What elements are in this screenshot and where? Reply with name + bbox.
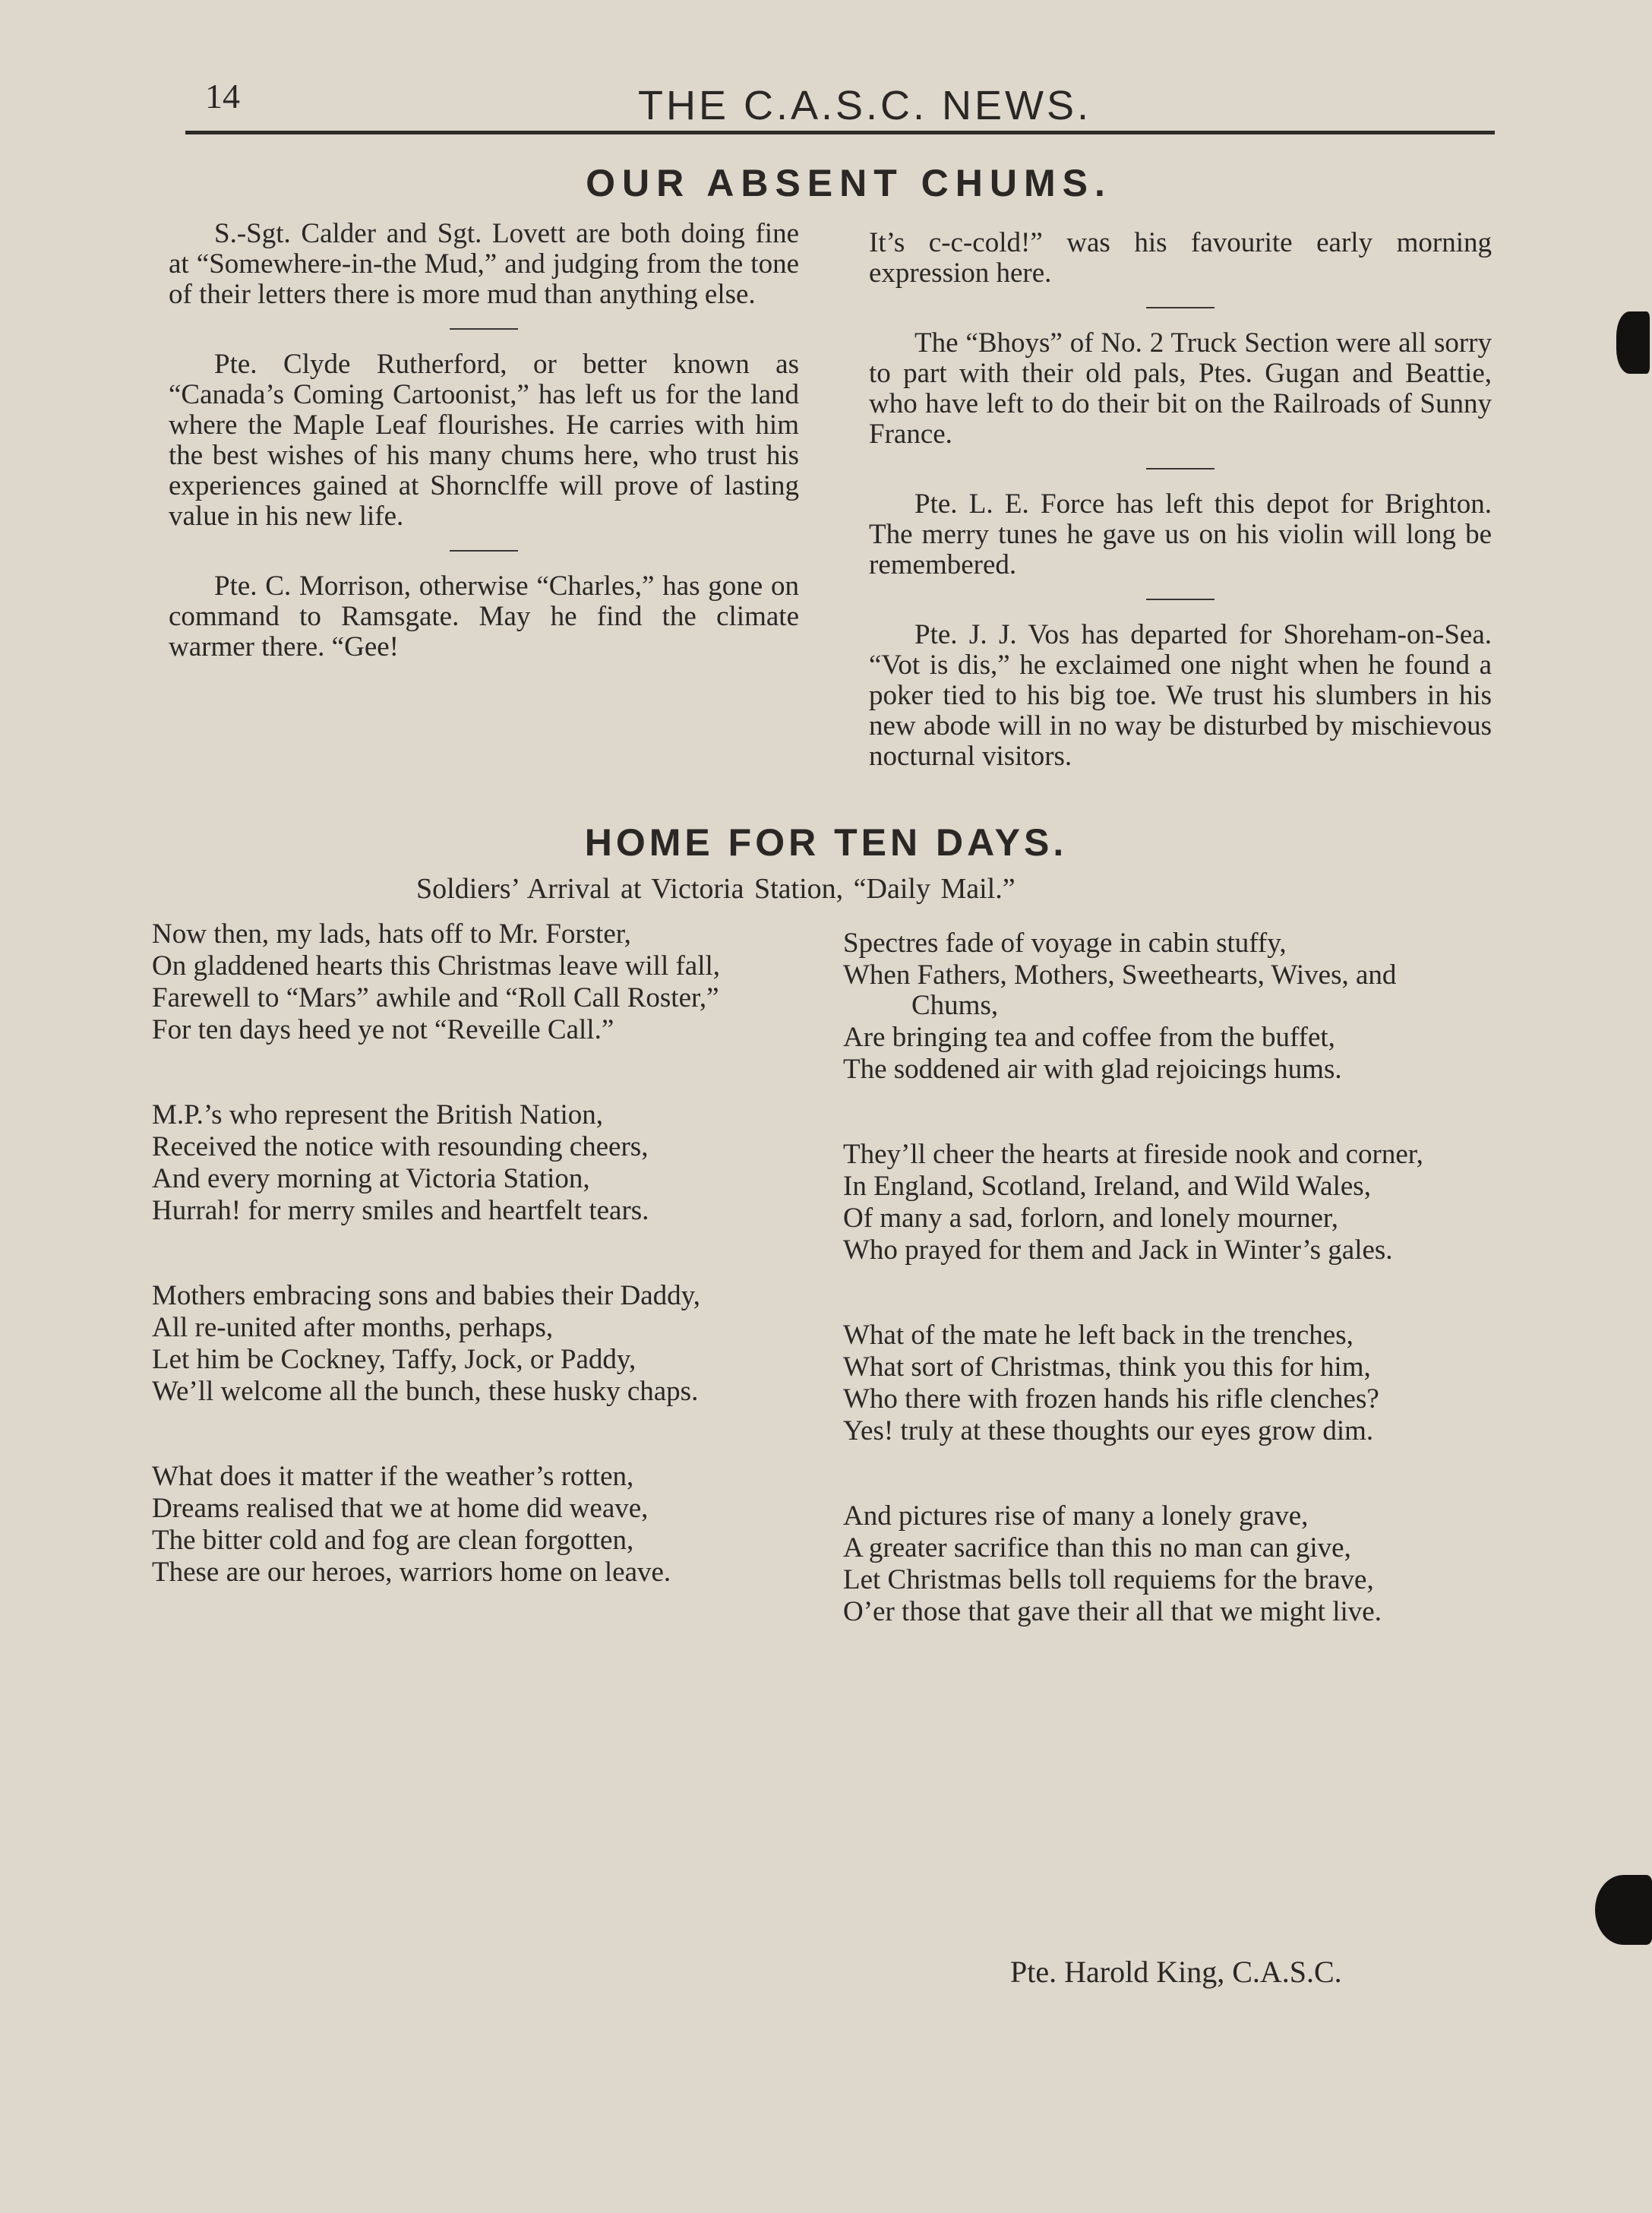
poem-line: For ten days heed ye not “Reveille Call.” <box>152 1014 614 1045</box>
poem-line: All re-united after months, perhaps, <box>152 1312 554 1343</box>
poem-line: M.P.’s who represent the British Nation, <box>152 1099 604 1130</box>
news-item: Pte. C. Morrison, otherwise “Charles,” has gone on command to Ramsgate. May he find the climate warmer there. “Gee! <box>169 571 799 662</box>
poem-line: Let him be Cockney, Taffy, Jock, or Paddy, <box>152 1344 636 1375</box>
poem-line: Dreams realised that we at home did weave, <box>152 1493 649 1524</box>
poem-line: Who prayed for them and Jack in Winter’s gales. <box>843 1235 1393 1266</box>
poem-right-column <box>843 928 1489 1682</box>
news-item: Pte. L. E. Force has left this depot for Brighton. The merry tunes he gave us on his violin will long be remembered. <box>869 488 1492 580</box>
poem-line: A greater sacrifice than this no man can give, <box>843 1532 1351 1563</box>
poem-line: Who there with frozen hands his rifle clenches? <box>843 1383 1379 1415</box>
poem-line: Spectres fade of voyage in cabin stuffy, <box>843 928 1287 959</box>
publication-title: THE C.A.S.C. NEWS. <box>638 83 1092 128</box>
item-divider <box>450 550 518 552</box>
poem-stanza <box>152 919 805 1045</box>
binding-hole-bottom <box>1595 1875 1652 1945</box>
absent-chums-left-column <box>169 219 799 662</box>
poem-subtitle: Soldiers’ Arrival at Victoria Station, “Daily Mail.” <box>416 873 1016 905</box>
page-number: 14 <box>205 77 240 115</box>
poem-line: Let Christmas bells toll requiems for the brave, <box>843 1564 1374 1595</box>
poem-line: Mothers embracing sons and babies their Daddy, <box>152 1280 701 1311</box>
item-divider <box>1146 599 1215 600</box>
item-divider <box>1146 468 1215 469</box>
poem-signature: Pte. Harold King, C.A.S.C. <box>1010 1955 1342 1989</box>
poem-left-column <box>152 919 805 1642</box>
poem-stanza <box>152 1281 805 1407</box>
poem-line: We’ll welcome all the bunch, these husky chaps. <box>152 1376 699 1407</box>
poem-line: The soddened air with glad rejoicings hums. <box>843 1054 1342 1085</box>
news-item-continued: It’s c-c-cold!” was his favourite early morning expression here. <box>869 227 1492 289</box>
poem-stanza <box>843 928 1489 1085</box>
poem-line: Yes! truly at these thoughts our eyes grow dim. <box>843 1415 1374 1446</box>
poem-stanza <box>843 1501 1489 1627</box>
poem-stanza <box>152 1100 805 1226</box>
poem-line: What does it matter if the weather’s rotten, <box>152 1461 634 1492</box>
poem-line: What of the mate he left back in the trenches, <box>843 1320 1354 1351</box>
poem-line: Are bringing tea and coffee from the buffet, <box>843 1022 1335 1053</box>
news-item: Pte. J. J. Vos has departed for Shoreham-on-Sea. “Vot is dis,” he exclaimed one night when he found a poker tied to his big toe. We trust his slumbers in his new abode will in no way be disturbed by mischievous nocturnal visitors. <box>869 619 1492 772</box>
poem-line: On gladdened hearts this Christmas leave will fall, <box>152 950 721 982</box>
poem-stanza <box>843 1140 1489 1266</box>
news-item: S.-Sgt. Calder and Sgt. Lovett are both doing fine at “Somewhere-in-the Mud,” and judging from the tone of their letters there is more mud than anything else. <box>169 218 799 310</box>
item-divider <box>1146 307 1215 308</box>
binding-hole-top <box>1616 311 1650 374</box>
poem-line: Farewell to “Mars” awhile and “Roll Call Roster,” <box>152 982 719 1013</box>
poem-line: Hurrah! for merry smiles and heartfelt tears. <box>152 1195 649 1226</box>
absent-chums-right-column <box>869 228 1492 772</box>
poem-line: And pictures rise of many a lonely grave, <box>843 1500 1309 1532</box>
poem-line: Now then, my lads, hats off to Mr. Forster, <box>152 918 631 950</box>
poem-line: They’ll cheer the hearts at fireside nook and corner, <box>843 1139 1423 1170</box>
poem-line: Of many a sad, forlorn, and lonely mourner, <box>843 1203 1338 1234</box>
news-item: The “Bhoys” of No. 2 Truck Section were all sorry to part with their old pals, Ptes. Gugan and Beattie, who have left to do their bit on the Railroads of Sunny France. <box>869 327 1492 450</box>
news-item: Pte. Clyde Rutherford, or better known as “Canada’s Coming Cartoonist,” has left us for the land where the Maple Leaf flourishes. He carries with him the best wishes of his many chums here, who trust his experiences gained at Shornclffe will prove of lasting value in his new life. <box>169 349 799 532</box>
poem-stanza <box>843 1320 1489 1446</box>
poem-line: These are our heroes, warriors home on leave. <box>152 1557 671 1588</box>
poem-line: In England, Scotland, Ireland, and Wild Wales, <box>843 1171 1371 1202</box>
section-title-home-for-ten-days: HOME FOR TEN DAYS. <box>584 821 1068 864</box>
poem-stanza <box>152 1462 805 1588</box>
poem-line: When Fathers, Mothers, Sweethearts, Wives, and Chums, <box>843 959 1397 1021</box>
item-divider <box>450 328 518 330</box>
poem-line: Received the notice with resounding cheers, <box>152 1131 649 1162</box>
section-title-absent-chums: OUR ABSENT CHUMS. <box>586 162 1112 204</box>
poem-line: O’er those that gave their all that we might live. <box>843 1596 1382 1627</box>
header-rule <box>185 131 1495 134</box>
poem-line: The bitter cold and fog are clean forgotten, <box>152 1525 634 1556</box>
poem-line: And every morning at Victoria Station, <box>152 1163 590 1194</box>
poem-line: What sort of Christmas, think you this for him, <box>843 1352 1371 1383</box>
